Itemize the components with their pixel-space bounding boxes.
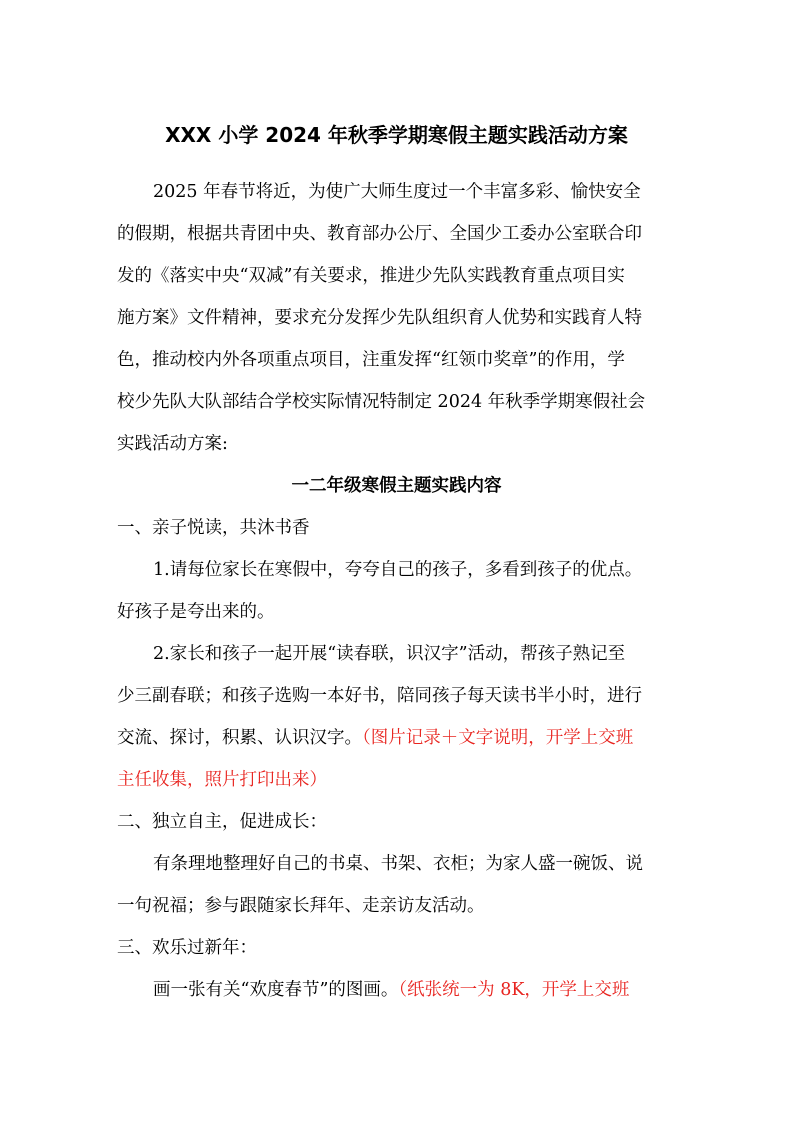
part2-line-2: 一句祝福；参与跟随家长拜年、走亲访友活动。 — [117, 896, 485, 916]
part3-line — [153, 978, 629, 1002]
part1-item1-line-1: 1.请每位家长在寒假中，夸夸自己的孩子，多看到孩子的优点。 — [153, 560, 643, 580]
document-title: XXX 小学 2024 年秋季学期寒假主题实践活动方案 — [165, 123, 628, 147]
intro-line-1: 2025 年春节将近，为使广大师生度过一个丰富多彩、愉快安全 — [153, 182, 641, 202]
intro-line-3: 发的《落实中央“双减”有关要求，推进少先队实践教育重点项目实 — [117, 266, 625, 286]
section-heading: 一二年级寒假主题实践内容 — [291, 476, 502, 496]
part1-item2-line-3 — [117, 726, 633, 750]
part3-heading: 三、欢乐过新年： — [117, 938, 257, 958]
intro-line-2: 的假期，根据共青团中央、教育部办公厅、全国少工委办公室联合印 — [117, 224, 642, 244]
part2-heading: 二、独立自主，促进成长： — [117, 812, 327, 832]
part3-text: 画一张有关“欢度春节”的图画。 — [153, 980, 399, 1000]
intro-line-7: 实践活动方案: — [117, 434, 228, 454]
intro-line-4: 施方案》文件精神，要求充分发挥少先队组织育人优势和实践育人特 — [117, 308, 642, 328]
part1-red-note-start: （图片记录＋文字说明，开学上交班 — [362, 728, 634, 748]
part1-heading: 一、亲子悦读，共沐书香 — [117, 518, 310, 538]
part1-red-note-end: 主任收集，照片打印出来） — [117, 770, 327, 790]
part1-item2-text: 交流、探讨，积累、认识汉字。 — [117, 728, 362, 748]
intro-line-6: 校少先队大队部结合学校实际情况特制定 2024 年秋季学期寒假社会 — [117, 392, 646, 412]
part1-item2-line-2: 少三副春联；和孩子选购一本好书，陪同孩子每天读书半小时，进行 — [117, 686, 642, 706]
part1-item1-line-2: 好孩子是夸出来的。 — [117, 602, 275, 622]
part1-item2-line-1: 2.家长和孩子一起开展“读春联，识汉字”活动，帮孩子熟记至 — [153, 644, 626, 664]
part2-line-1: 有条理地整理好自己的书桌、书架、衣柜；为家人盛一碗饭、说 — [153, 854, 643, 874]
part3-red-note: （纸张统一为 8K，开学上交班 — [398, 980, 630, 1000]
intro-line-5: 色，推动校内外各项重点项目，注重发挥“红领巾奖章”的作用，学 — [117, 350, 625, 370]
